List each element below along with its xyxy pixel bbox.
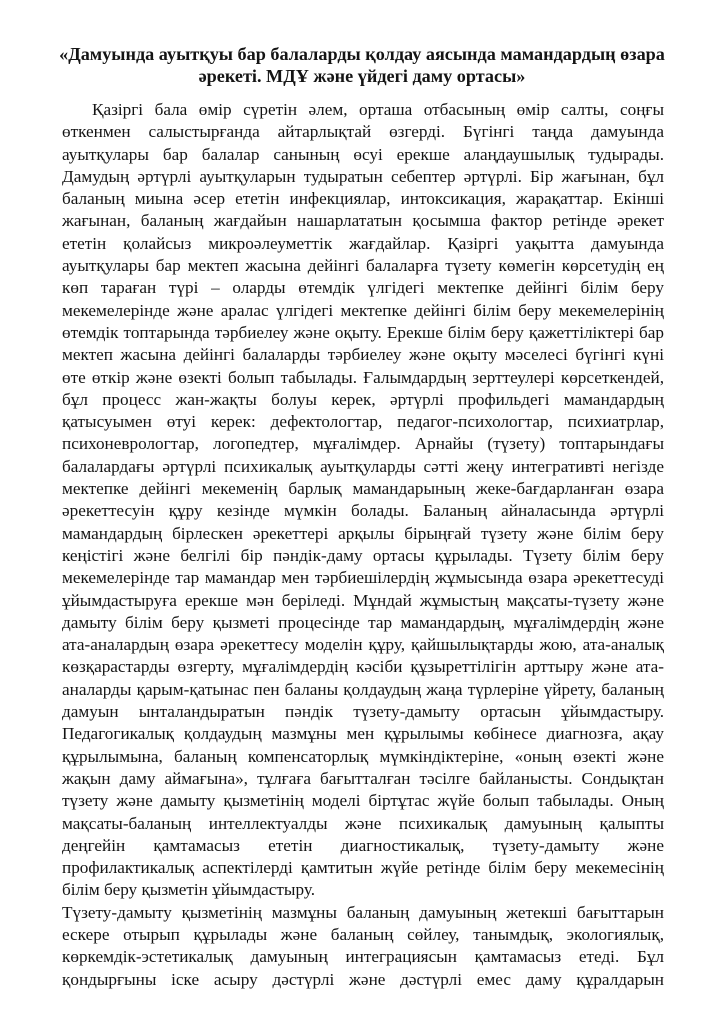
text-line: баланың миына әсер ететін инфекциялар, интоксикация, жарақаттар. Екінші [62,189,664,209]
paragraph [62,902,664,991]
text-line: ауытқулары бар балалар санының өсуі ерекше алаңдаушылық тудырады. [62,144,664,164]
text-line: дамыту білім беру қызметі процесінде тар мамандардың, мұғалімдердің және [62,612,664,632]
text-line: түзету және дамыту қызметінің моделі біртұтас жүйе болып табылады. Оның [62,791,664,811]
document-title [40,43,684,87]
text-line: өткенмен салыстырғанда айтарлықтай өзгерді. Бүгінгі таңда дамуында [62,122,664,142]
text-line: жағынан, баланың жағдайын нашарлататын қосымша фактор ретінде әрекет [62,211,664,231]
text-line: психоневрологтар, логопедтер, мұғалімдер. Арнайы (түзету) топтарындағы [62,434,664,454]
text-line: мекемелерінде және аралас үлгідегі мектепке дейінгі білім беру мекемелерінің [62,300,664,320]
text-line: құрылымына, баланың компенсаторлық мүмкіндіктеріне, «оның өзекті және [62,746,664,766]
text-line: мекемелерінде тар мамандар мен тәрбиешілердің жұмысында өзара әрекеттесуді [62,568,664,588]
text-line: мектеп жасына дейінгі балаларды тәрбиелеу және оқыту мәселесі бүгінгі күні [62,345,664,365]
text-line: деңгейін қамтамасыз ететін диагностикалық, түзету-дамыту және [62,835,664,855]
text-line: Педагогикалық қолдаудың мазмұны мен құрылымы көбінесе диагнозға, ақау [62,724,664,744]
document-body [62,99,664,991]
paragraph [62,99,664,902]
text-line: ескере отырып құрылады және баланың сөйлеу, танымдық, экологиялық, [62,924,664,944]
text-line: балалардағы әртүрлі психикалық ауытқуларды сәтті жеңу интегративті негізде [62,456,664,476]
text-line: көркемдік-эстетикалық дамуының интеграциясын қамтамасыз етеді. Бұл [62,947,664,967]
text-line: көп тараған түрі – оларды өтемдік үлгідегі мектепке дейінгі білім беру [62,278,664,298]
text-line: дамуын ынталандыратын пәндік түзету-дамыту ортасын ұйымдастыру. [62,702,664,722]
text-line: мамандардың бірлескен әрекеттері арқылы бірыңғай түзету және білім беру [62,523,664,543]
text-line: ұйымдастыруға ерекше мән беріледі. Мұндай жұмыстың мақсаты-түзету және [62,590,664,610]
text-line: қондырғыны іске асыру дәстүрлі және дәстүрлі емес даму құралдарын [62,969,664,989]
text-line: қатысуымен өтуі керек: дефектологтар, педагог-психологтар, психиатрлар, [62,412,664,432]
text-line: профилактикалық аспектілерді қамтитын жүйе ретінде білім беру мекемесінің [62,858,664,878]
text-line: Дамудың әртүрлі ауытқуларын тудыратын себептер әртүрлі. Бір жағынан, бұл [62,166,664,186]
text-line: білім беру қызметін ұйымдастыру. [62,880,315,900]
text-line: өтемдік топтарында тәрбиелеу және оқыту. Ерекше білім беру қажеттіліктері бар [62,322,664,342]
text-line: өте өткір және өзекті болып табылады. Ғалымдардың зерттеулері көрсеткендей, [62,367,664,387]
text-line: көзқарастарды өзгерту, мұғалімдердің кәсіби құзыреттілігін арттыру және ата- [62,657,664,677]
text-line: жақын даму аймағына», тұлғаға бағытталған тәсілге байланысты. Сондықтан [62,768,664,788]
text-line: кеңістігі және белгілі бір пәндік-даму ортасы құрылады. Түзету білім беру [62,545,664,565]
text-line: әрекеттесуін құру кезінде мүмкін болады. Баланың айналасында әртүрлі [62,501,664,521]
text-line: аналарды қарым-қатынас пен баланы қолдаудың жаңа түрлеріне үйрету, баланың [62,679,664,699]
text-line: ата-аналардың өзара әрекеттесу моделін құру, қайшылықтарды жою, ата-аналық [62,635,664,655]
text-line: мақсаты-баланың интеллектуалды және психикалық дамуының қалыпты [62,813,664,833]
text-line: бұл процесс жан-жақты болуы керек, әртүрлі профильдегі мамандардың [62,389,664,409]
text-line: мектепке дейінгі мекеменің барлық мамандарының жеке-бағдарланған өзара [62,479,664,499]
title-line: әрекеті. МДҰ және үйдегі даму ортасы» [198,66,526,86]
text-line: Түзету-дамыту қызметінің мазмұны баланың дамуының жетекші бағыттарын [62,902,664,922]
text-line: Қазіргі бала өмір сүретін әлем, орташа отбасының өмір салты, соңғы [92,100,664,119]
title-line: «Дамуында ауытқуы бар балаларды қолдау аясында мамандардың өзара [59,44,665,64]
text-line: ететін қолайсыз микроәлеуметтік жағдайлар. Қазіргі уақытта дамуында [62,233,664,253]
text-line: ауытқулары бар мектеп жасына дейінгі балаларға түзету көмегін көрсетудің ең [62,256,664,276]
